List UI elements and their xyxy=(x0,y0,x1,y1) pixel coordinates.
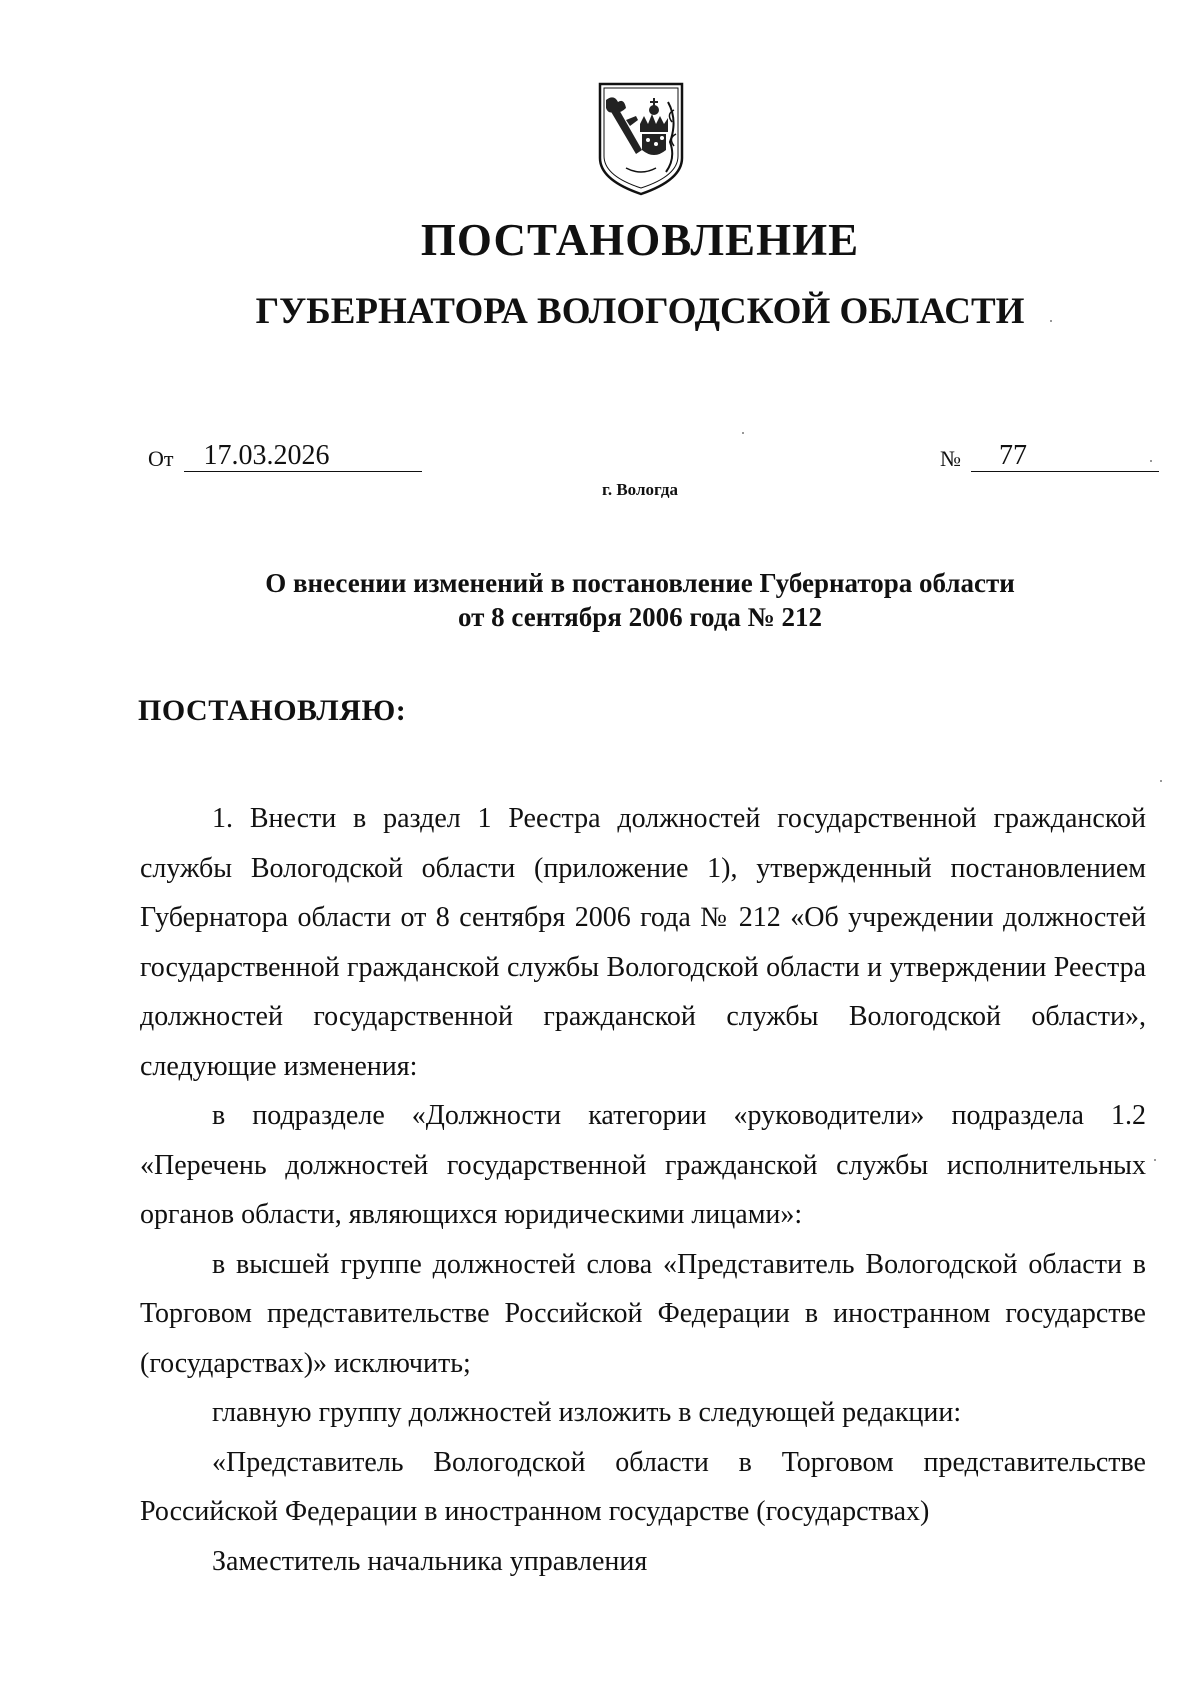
scan-speck xyxy=(1150,460,1152,462)
paragraph: в подразделе «Должности категории «руководители» подраздела 1.2 «Перечень должностей государственной гражданской службы исполнительных органов области, являющихся юридическими лицами»: xyxy=(140,1100,1146,1230)
scan-speck xyxy=(1154,1159,1156,1161)
subject-line-2: от 8 сентября 2006 года № 212 xyxy=(458,602,822,632)
date-value: 17.03.2026 xyxy=(184,441,422,472)
scan-speck xyxy=(742,432,744,434)
paragraph: 1. Внести в раздел 1 Реестра должностей государственной гражданской службы Вологодской области (приложение 1), утвержденный постановлением Губернатора области от 8 сентября 2006 года № 212 «Об учреждении должностей государственной гражданской службы Вологодской области и утверждении Реестра должностей государственной гражданской службы Вологодской области», следующие изменения: xyxy=(140,803,1146,1082)
scan-speck xyxy=(1160,780,1162,782)
city: г. Вологда xyxy=(602,480,678,499)
date-row xyxy=(148,441,422,472)
decree-word: ПОСТАНОВЛЯЮ: xyxy=(138,694,407,727)
document-title: ПОСТАНОВЛЕНИЕ xyxy=(420,215,860,265)
paragraph: главную группу должностей изложить в следующей редакции: xyxy=(212,1397,962,1428)
coat-of-arms-icon xyxy=(596,80,686,198)
scan-speck xyxy=(1050,320,1052,322)
date-label: От xyxy=(148,446,174,471)
paragraph: «Представитель Вологодской области в Торговом представительстве Российской Федерации в иностранном государстве (государствах) xyxy=(140,1446,1146,1527)
number-label: № xyxy=(940,446,961,471)
number-row xyxy=(940,441,1159,472)
document-body xyxy=(140,794,1146,1586)
subject-heading xyxy=(0,566,1200,634)
paragraph: Заместитель начальника управления xyxy=(212,1545,648,1577)
number-value: 77 xyxy=(971,441,1159,472)
subject-line-1: О внесении изменений в постановление Губернатора области xyxy=(265,568,1015,598)
paragraph: в высшей группе должностей слова «Представитель Вологодской области в Торговом представительстве Российской Федерации в иностранном государстве (государствах)» исключить; xyxy=(140,1248,1146,1379)
document-issuer: ГУБЕРНАТОРА ВОЛОГОДСКОЙ ОБЛАСТИ xyxy=(255,291,1025,332)
